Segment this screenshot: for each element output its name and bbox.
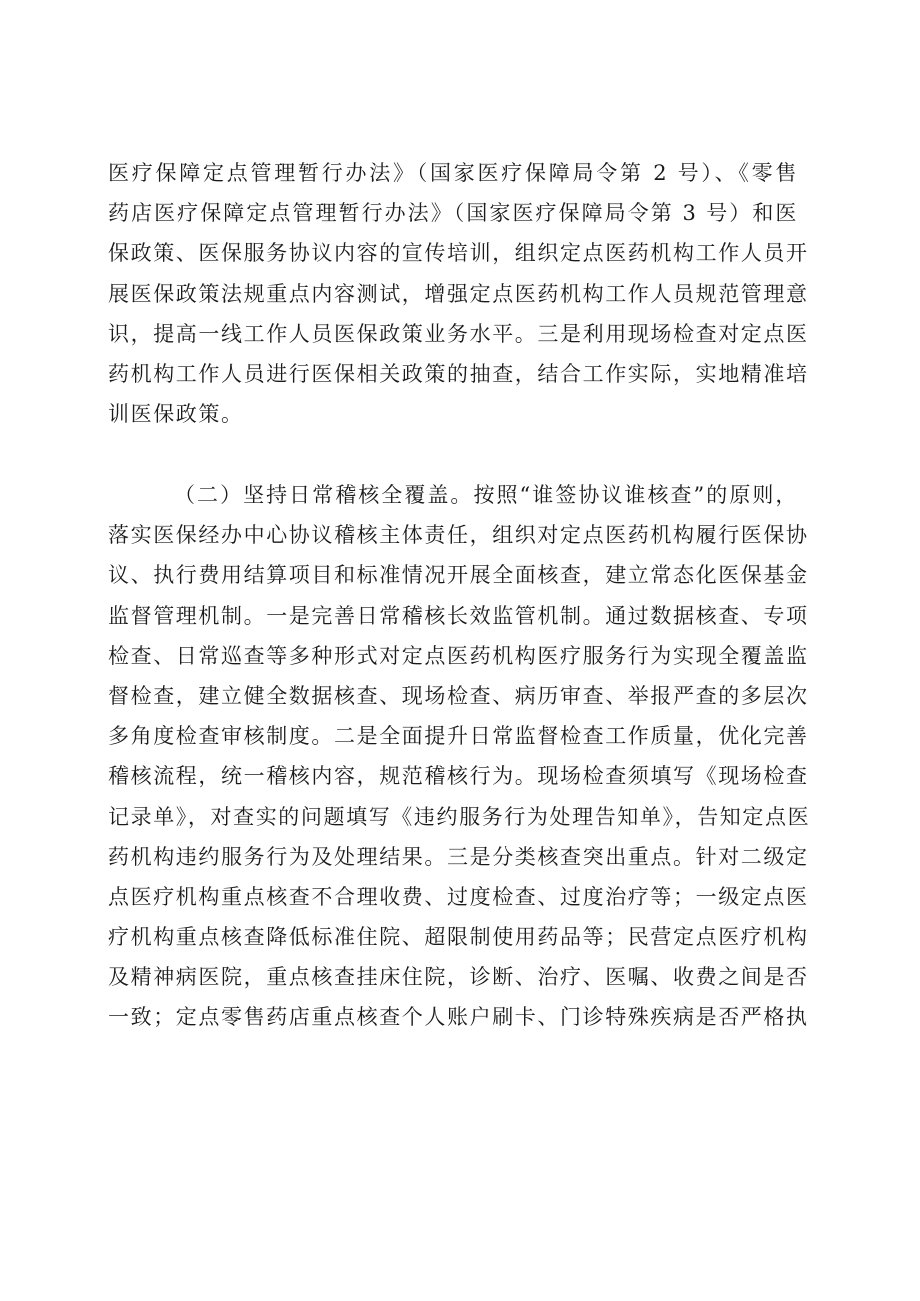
- text-line: 保政策、医保服务协议内容的宣传培训，组织定点医药机构工作人员开: [108, 241, 809, 266]
- text-line: 检查、日常巡查等多种形式对定点医药机构医疗服务行为实现全覆盖监: [108, 643, 809, 668]
- text-line: 监督管理机制。一是完善日常稽核长效监管机制。通过数据核查、专项: [108, 603, 809, 628]
- text-line: 稽核流程，统一稽核内容，规范稽核行为。现场检查须填写《现场检查: [108, 764, 809, 789]
- text-line: 药店医疗保障定点管理暂行办法》（国家医疗保障局令第 3 号）和医: [108, 201, 798, 226]
- text-line: 督检查，建立健全数据核查、现场检查、病历审查、举报严查的多层次: [108, 683, 809, 708]
- text-line: 医疗保障定点管理暂行办法》（国家医疗保障局令第 2 号）、《零售: [108, 161, 798, 185]
- text-line: 多角度检查审核制度。二是全面提升日常监督检查工作质量，优化完善: [108, 724, 809, 749]
- text-line: 点医疗机构重点核查不合理收费、过度检查、过度治疗等；一级定点医: [108, 884, 809, 909]
- text-line: 及精神病医院，重点核查挂床住院，诊断、治疗、医嘱、收费之间是否: [108, 965, 809, 990]
- text-line: 展医保政策法规重点内容测试，增强定点医药机构工作人员规范管理意: [108, 281, 809, 306]
- text-line: 一致；定点零售药店重点核查个人账户刷卡、门诊特殊疾病是否严格执: [108, 1005, 809, 1030]
- text-line: 疗机构重点核查降低标准住院、超限制使用药品等；民营定点医疗机构: [108, 925, 809, 950]
- text-line: 议、执行费用结算项目和标准情况开展全面核查，建立常态化医保基金: [108, 563, 809, 588]
- text-line: （二）坚持日常稽核全覆盖。按照“谁签协议谁核查”的原则，: [174, 483, 798, 507]
- text-line: 药机构违约服务行为及处理结果。三是分类核查突出重点。针对二级定: [108, 844, 809, 869]
- text-line: 识，提高一线工作人员医保政策业务水平。三是利用现场检查对定点医: [108, 321, 809, 346]
- text-line: 训医保政策。: [108, 402, 244, 427]
- paragraph-1: [108, 153, 809, 434]
- paragraph-2: [108, 475, 811, 1038]
- text-line: 药机构工作人员进行医保相关政策的抽查，结合工作实际，实地精准培: [108, 361, 809, 386]
- text-line: 落实医保经办中心协议稽核主体责任，组织对定点医药机构履行医保协: [108, 523, 809, 548]
- text-line: 记录单》，对查实的问题填写《违约服务行为处理告知单》，告知定点医: [108, 804, 811, 829]
